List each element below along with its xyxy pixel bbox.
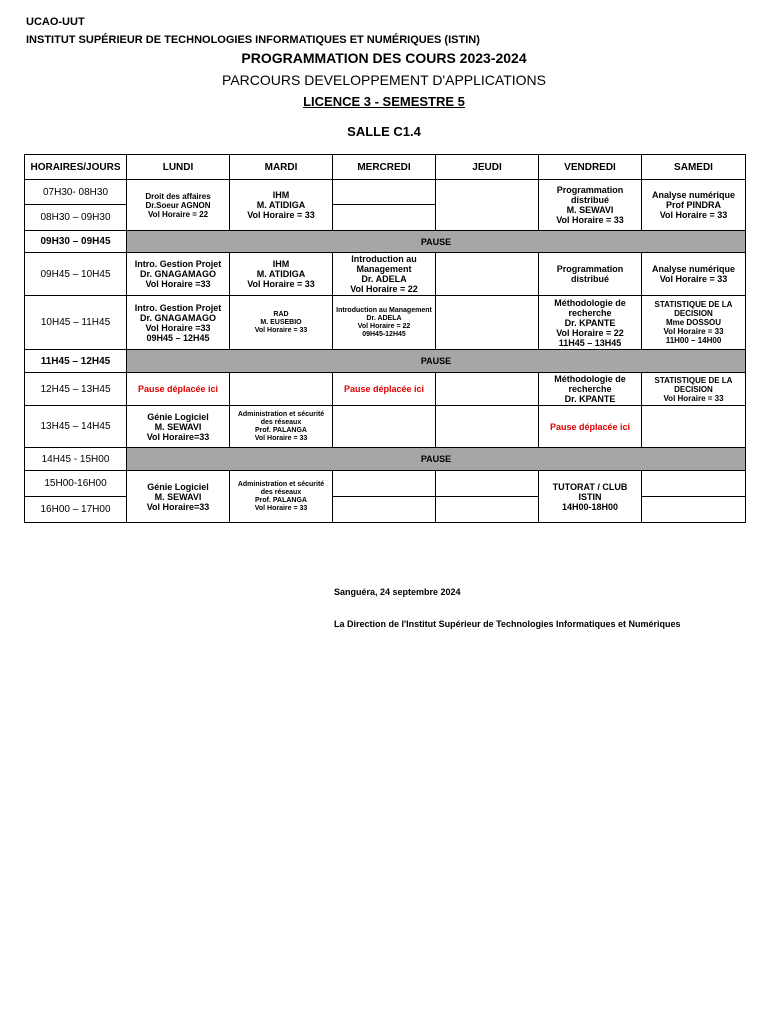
- course-line: Vol Horaire = 22: [556, 327, 624, 338]
- col-header-lundi: LUNDI: [127, 155, 230, 180]
- organization-name: UCAO-UUT: [26, 16, 85, 28]
- course-line: Prof. PALANGA: [255, 426, 307, 434]
- course-line: Programmation distribué: [556, 185, 624, 205]
- course-line: Analyse numérique: [651, 264, 736, 274]
- course-line: Méthodologie de recherche: [554, 374, 626, 394]
- course-line: Dr. ADELA: [366, 314, 402, 322]
- course-line: Vol Horaire =33: [145, 279, 211, 289]
- course-cell: [539, 471, 642, 523]
- course-line: M. SEWAVI: [154, 421, 202, 432]
- course-line: Dr. GNAGAMAGO: [139, 269, 216, 279]
- course-line: Vol Horaire = 33: [247, 210, 315, 220]
- course-line: Intro. Gestion Projet: [134, 259, 222, 269]
- course-line: Vol Horaire = 33: [663, 393, 724, 403]
- course-line: M. ATIDIGA: [256, 269, 306, 279]
- pause-moved-note: Pause déplacée ici: [127, 373, 230, 406]
- course-cell: [539, 296, 642, 350]
- empty-cell: [642, 406, 746, 448]
- course-line: Vol Horaire = 22: [350, 284, 418, 294]
- header-row: [25, 155, 746, 180]
- course-line: 14H00-18H00: [561, 501, 619, 512]
- empty-cell: [333, 471, 436, 497]
- course-line: M. SEWAVI: [566, 205, 614, 215]
- table-row: [25, 406, 746, 448]
- pause-row: [25, 448, 746, 471]
- time-cell: 16H00 – 17H00: [25, 497, 127, 523]
- course-line: STATISTIQUE DE LA DECISION: [654, 300, 733, 318]
- empty-cell: [333, 497, 436, 523]
- course-line: Vol Horaire=33: [146, 431, 210, 442]
- course-cell: [127, 471, 230, 523]
- course-cell: [127, 406, 230, 448]
- course-cell: [127, 296, 230, 350]
- course-line: 09H45 – 12H45: [146, 332, 210, 343]
- course-line: 09H45-12H45: [362, 330, 406, 338]
- empty-cell: [333, 205, 436, 231]
- course-line: IHM: [272, 259, 290, 269]
- course-line: Vol Horaire = 33: [254, 326, 308, 334]
- course-line: Prof PINDRA: [665, 200, 721, 210]
- licence-title: LICENCE 3 - SEMESTRE 5: [303, 94, 465, 109]
- course-line: Vol Horaire = 33: [254, 504, 308, 512]
- time-cell: 15H00-16H00: [25, 471, 127, 497]
- course-cell: [230, 253, 333, 296]
- time-cell: 11H45 – 12H45: [25, 350, 127, 373]
- empty-cell: [436, 296, 539, 350]
- course-cell: [230, 296, 333, 350]
- course-cell: [127, 180, 230, 231]
- course-line: Vol Horaire = 33: [659, 274, 728, 284]
- col-header-jeudi: JEUDI: [436, 155, 539, 180]
- course-line: Administration et sécurité des réseaux: [237, 410, 325, 426]
- schedule-table: [24, 154, 746, 523]
- signature-direction: La Direction de l'Institut Supérieur de Technologies Informatiques et Numériques: [334, 619, 681, 629]
- empty-cell: [230, 373, 333, 406]
- course-line: Introduction au Management: [336, 306, 432, 314]
- empty-cell: [642, 497, 746, 523]
- col-header-horaires: HORAIRES/JOURS: [25, 155, 127, 180]
- col-header-mardi: MARDI: [230, 155, 333, 180]
- parcours-title: PARCOURS DEVELOPPEMENT D'APPLICATIONS: [222, 72, 546, 88]
- course-line: Analyse numérique: [651, 190, 736, 200]
- course-line: Dr. GNAGAMAGO: [139, 312, 216, 323]
- course-cell: [539, 253, 642, 296]
- course-line: Génie Logiciel: [147, 481, 209, 492]
- table-row: [25, 373, 746, 406]
- empty-cell: [436, 253, 539, 296]
- table-row: [25, 296, 746, 350]
- signature-date: Sanguéra, 24 septembre 2024: [334, 587, 461, 597]
- institute-name: INSTITUT SUPÉRIEUR DE TECHNOLOGIES INFORMATIQUES ET NUMÉRIQUES (ISTIN): [26, 34, 480, 46]
- time-cell: 10H45 – 11H45: [25, 296, 127, 350]
- table-row: [25, 253, 746, 296]
- course-line: 11H00 – 14H00: [665, 336, 722, 345]
- pause-cell: PAUSE: [127, 448, 746, 471]
- time-cell: 12H45 – 13H45: [25, 373, 127, 406]
- pause-row: [25, 350, 746, 373]
- course-line: M. ATIDIGA: [256, 200, 306, 210]
- course-line: M. EUSEBIO: [260, 318, 302, 326]
- course-line: Génie Logiciel: [147, 411, 209, 422]
- course-line: Vol Horaire = 22: [147, 209, 209, 219]
- course-line: Dr. KPANTE: [564, 394, 616, 404]
- course-line: Intro. Gestion Projet: [134, 302, 222, 313]
- pause-cell: PAUSE: [127, 231, 746, 253]
- empty-cell: [436, 471, 539, 497]
- course-line: Vol Horaire = 33: [556, 215, 624, 225]
- course-cell: [642, 296, 746, 350]
- course-line: Introduction au Management: [351, 254, 417, 274]
- course-line: STATISTIQUE DE LA DECISION: [654, 375, 733, 394]
- empty-cell: [436, 406, 539, 448]
- table-row: [25, 471, 746, 497]
- course-line: IHM: [272, 190, 290, 200]
- table-row: [25, 180, 746, 205]
- room-title: SALLE C1.4: [347, 124, 421, 139]
- col-header-vendredi: VENDREDI: [539, 155, 642, 180]
- course-cell: [539, 180, 642, 231]
- pause-moved-note: Pause déplacée ici: [539, 406, 642, 448]
- time-cell: 07H30- 08H30: [25, 180, 127, 205]
- empty-cell: [436, 373, 539, 406]
- course-line: TUTORAT / CLUB ISTIN: [552, 481, 628, 502]
- course-cell: [230, 180, 333, 231]
- empty-cell: [333, 406, 436, 448]
- course-line: Vol Horaire = 33: [247, 279, 315, 289]
- course-line: Vol Horaire =33: [145, 322, 211, 333]
- course-cell: [539, 373, 642, 406]
- time-cell: 09H45 – 10H45: [25, 253, 127, 296]
- col-header-mercredi: MERCREDI: [333, 155, 436, 180]
- time-cell: 08H30 – 09H30: [25, 205, 127, 231]
- course-line: Dr. KPANTE: [564, 317, 616, 328]
- course-line: Vol Horaire = 22: [357, 322, 411, 330]
- programme-title: PROGRAMMATION DES COURS 2023-2024: [241, 50, 527, 66]
- course-line: Vol Horaire = 33: [663, 327, 724, 336]
- course-line: Vol Horaire=33: [146, 501, 210, 512]
- pause-cell: PAUSE: [127, 350, 746, 373]
- empty-cell: [642, 471, 746, 497]
- time-cell: 09H30 – 09H45: [25, 231, 127, 253]
- course-line: 11H45 – 13H45: [558, 337, 622, 348]
- course-cell: [230, 406, 333, 448]
- course-cell: [642, 253, 746, 296]
- empty-cell: [436, 497, 539, 523]
- course-line: RAD: [273, 310, 289, 318]
- course-cell: [230, 471, 333, 523]
- course-cell: [642, 373, 746, 406]
- time-cell: 13H45 – 14H45: [25, 406, 127, 448]
- time-cell: 14H45 - 15H00: [25, 448, 127, 471]
- course-line: M. SEWAVI: [154, 491, 202, 502]
- course-line: Programmation distribué: [556, 264, 624, 284]
- course-cell: [333, 296, 436, 350]
- course-cell: [642, 180, 746, 231]
- course-line: Administration et sécurité des réseaux: [237, 480, 325, 496]
- col-header-samedi: SAMEDI: [642, 155, 746, 180]
- course-line: Vol Horaire = 33: [659, 210, 728, 220]
- pause-moved-note: Pause déplacée ici: [333, 373, 436, 406]
- course-cell: [127, 253, 230, 296]
- empty-cell: [333, 180, 436, 205]
- course-line: Dr.Soeur AGNON: [145, 200, 211, 210]
- course-line: Vol Horaire = 33: [254, 434, 308, 442]
- course-line: Droit des affaires: [145, 191, 211, 201]
- course-cell: [333, 253, 436, 296]
- course-line: Prof. PALANGA: [255, 496, 307, 504]
- course-line: Méthodologie de recherche: [554, 297, 626, 318]
- course-line: Dr. ADELA: [361, 274, 407, 284]
- course-line: Mme DOSSOU: [665, 318, 722, 327]
- pause-row: [25, 231, 746, 253]
- empty-cell: [436, 180, 539, 231]
